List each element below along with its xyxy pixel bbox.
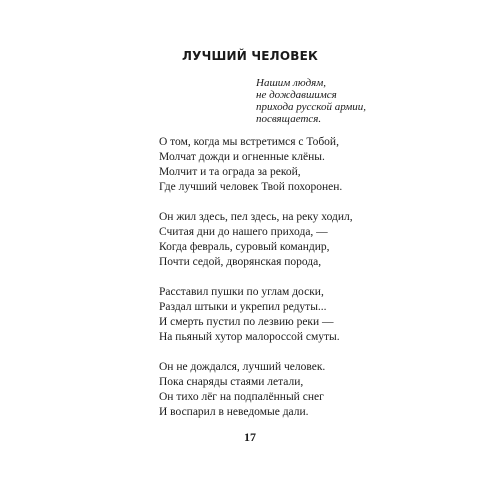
verse-line: И воспарил в неведомые дали. [159, 406, 309, 418]
verse-line: Он не дождался, лучший человек. [159, 361, 326, 373]
verse-line: Считая дни до нашего прихода, — [159, 226, 328, 238]
verse-line: Пока снаряды стаями летали, [159, 376, 304, 388]
stanza-3 [159, 285, 459, 345]
poem-body [159, 135, 459, 435]
verse-line: Расставил пушки по углам доски, [159, 286, 324, 298]
epigraph-line: прихода русской армии, [256, 101, 366, 113]
verse-line: Почти седой, дворянская порода, [159, 256, 322, 268]
verse-line: Молчит и та ограда за рекой, [159, 166, 301, 178]
verse-line: Когда февраль, суровый командир, [159, 241, 330, 253]
verse-line: Молчат дожди и огненные клёны. [159, 151, 325, 163]
verse-line: Он тихо лёг на подпалённый снег [159, 391, 324, 403]
stanza-4 [159, 360, 459, 420]
verse-line: Он жил здесь, пел здесь, на реку ходил, [159, 211, 353, 223]
epigraph-line: не дождавшимся [256, 89, 337, 101]
epigraph [256, 77, 436, 125]
stanza-1 [159, 135, 459, 195]
page-number: 17 [244, 430, 256, 444]
verse-line: Где лучший человек Твой похоронен. [159, 181, 343, 193]
verse-line: И смерть пустил по лезвию реки — [159, 316, 334, 328]
verse-line: На пьяный хутор малороссой смуты. [159, 331, 340, 343]
epigraph-line: посвящается. [256, 113, 322, 125]
epigraph-line: Нашим людям, [256, 77, 327, 89]
verse-line: О том, когда мы встретимся с Тобой, [159, 136, 339, 148]
verse-line: Раздал штыки и укрепил редуты... [159, 301, 327, 313]
poem-title: ЛУЧШИЙ ЧЕЛОВЕК [181, 49, 319, 63]
stanza-2 [159, 210, 459, 270]
